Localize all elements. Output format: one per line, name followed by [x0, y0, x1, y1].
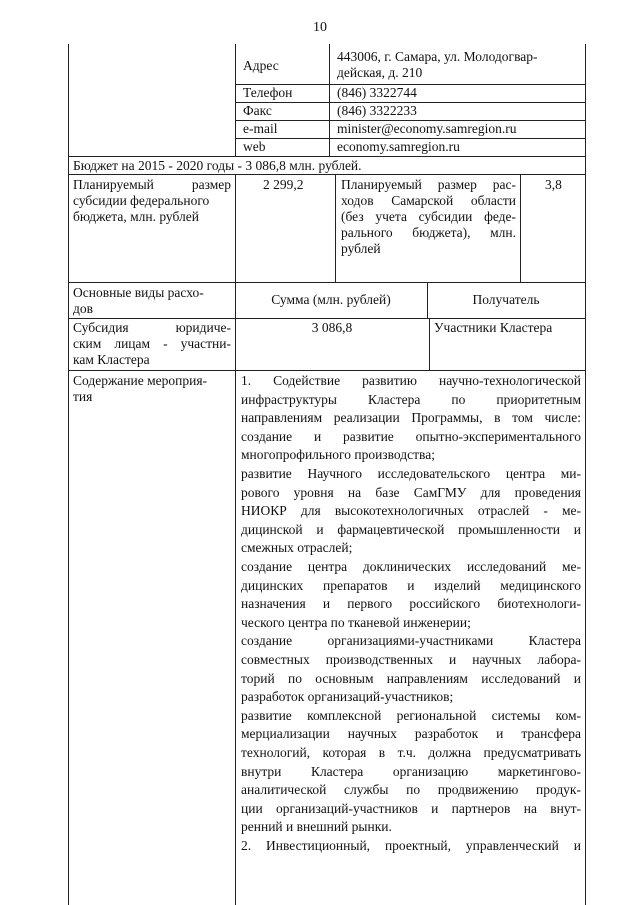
row-line — [69, 282, 585, 283]
col-line — [429, 318, 430, 370]
row-line — [69, 156, 585, 157]
measures-label-line: тия — [73, 389, 93, 404]
measures-content-line: развитие комплексной региональной системы ком- — [241, 707, 581, 723]
measures-content-line: ренний и внешний рынки. — [241, 819, 392, 835]
label-line: ходов Самарской области — [341, 193, 516, 208]
label-line: рального бюджета), млн. — [341, 225, 516, 240]
contact-divider-left — [235, 44, 236, 156]
measures-content-line: направлениям реализации Программы, в том числе: — [241, 410, 581, 426]
measures-content-line: аналитической службы по продвижению продук- — [241, 782, 581, 798]
measures-content-line: рового уровня на базе СамГМУ для проведения — [241, 484, 581, 500]
measures-content-line: НИОКР для высокотехнологичных отраслей - ме- — [241, 503, 581, 519]
row-line — [69, 174, 585, 175]
phone-value: (846) 3322744 — [337, 85, 417, 100]
budget-line: Бюджет на 2015 - 2020 годы - 3 086,8 млн. рублей. — [73, 158, 362, 173]
address-label: Адрес — [243, 58, 279, 73]
measures-content-line: мерциализации научных разработок и трансфера — [241, 726, 581, 742]
row-line — [69, 370, 585, 371]
expense-header-label-line: дов — [73, 301, 93, 316]
measures-content-line: технологий, которая в т.ч. должна предусматривать — [241, 745, 581, 760]
label-line: бюджета, млн. рублей — [73, 209, 199, 224]
measures-content-line: многопрофильного производства; — [241, 447, 435, 463]
label-line: Планируемый размер — [73, 177, 231, 192]
measures-content-line: назначения и первого российского биотехнологи- — [241, 596, 581, 612]
federal-subsidy-value: 2 299,2 — [263, 177, 304, 192]
email-label: e-mail — [243, 121, 278, 136]
label-line: (без учета субсидии феде- — [341, 209, 516, 224]
col-line — [335, 174, 336, 282]
label-line: кам Кластера — [73, 352, 150, 367]
measures-content-line: создание центра доклинических исследований ме- — [241, 559, 581, 574]
measures-content-line: смежных отраслей; — [241, 540, 353, 556]
web-value: economy.samregion.ru — [337, 139, 460, 154]
page-number: 10 — [313, 20, 327, 35]
measures-content-line: разработок организаций-участников; — [241, 689, 454, 705]
subsidy-row-amount: 3 086,8 — [311, 320, 353, 335]
measures-content-line: ческого центра по тканевой инженерии; — [241, 614, 471, 630]
email-value: minister@economy.samregion.ru — [337, 121, 517, 136]
recipient-header: Получатель — [472, 292, 540, 307]
measures-content-line: 2. Инвестиционный, проектный, управленческий и — [241, 838, 581, 853]
measures-content-line: торий по основным направлениям исследований и — [241, 670, 581, 686]
measures-content-line: внутри Кластера организацию маркетингово- — [241, 763, 581, 779]
measures-content-line: инфраструктуры Кластера по приоритетным — [241, 391, 581, 407]
address-value-line: 443006, г. Самара, ул. Молодогвар- — [337, 49, 538, 64]
expense-header-label-line: Основные виды расхо- — [73, 285, 204, 300]
measures-content-line: дицинской и фармацевтической промышленности и — [241, 521, 581, 537]
label-line: ским лицам - участни- — [73, 336, 231, 351]
fax-value: (846) 3322233 — [337, 103, 417, 118]
measures-content-line: 1. Содействие развитию научно-технологической — [241, 373, 581, 388]
measures-content-line: ции организаций-участников и партнеров на внут- — [241, 800, 581, 816]
measures-content-line: дицинских препаратов и изделий медицинского — [241, 577, 581, 593]
measures-content-line: развитие Научного исследовательского центра ми- — [241, 466, 581, 481]
label-line: рублей — [341, 241, 381, 256]
fax-label: Факс — [243, 103, 272, 118]
amount-header: Сумма (млн. рублей) — [271, 292, 391, 307]
contact-divider-mid — [329, 44, 330, 156]
label-line: Планируемый размер рас- — [341, 177, 516, 192]
col-line — [235, 174, 236, 282]
measures-content-line: создание и развитие опытно-экспериментального — [241, 428, 581, 444]
col-line — [520, 174, 521, 282]
label-line: субсидии федерального — [73, 193, 210, 208]
web-label: web — [243, 139, 266, 154]
label-line: Субсидия юридиче- — [73, 320, 231, 335]
document-table — [68, 44, 586, 905]
measures-label-line: Содержание мероприя- — [73, 373, 208, 388]
subsidy-row-recipient: Участники Кластера — [434, 320, 553, 335]
measures-content-line: создание организациями-участниками Кластера — [241, 633, 581, 649]
row-line — [69, 318, 585, 319]
address-value-line: дейская, д. 210 — [337, 65, 423, 80]
measures-content-line: совместных производственных и научных лабора- — [241, 652, 581, 667]
col-line — [235, 370, 236, 905]
phone-label: Телефон — [243, 85, 293, 100]
regional-expenses-value: 3,8 — [545, 177, 562, 192]
